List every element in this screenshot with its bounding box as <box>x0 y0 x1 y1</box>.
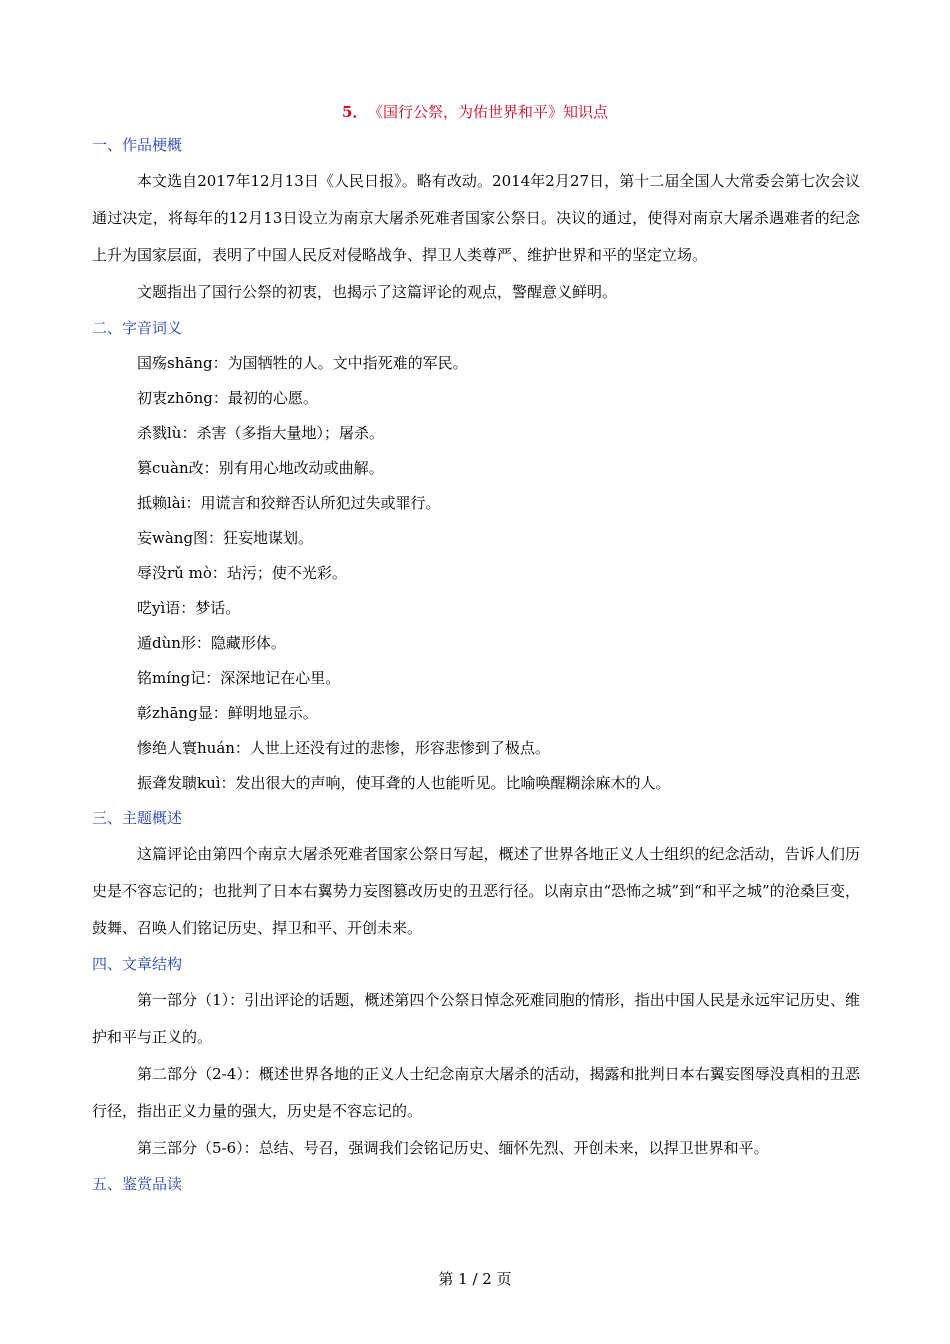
overview-paragraph-2: 文题指出了国行公祭的初衷，也揭示了这篇评论的观点，警醒意义鲜明。 <box>137 283 618 301</box>
vocab-item: 篡cuàn改：别有用心地改动或曲解。 <box>137 459 384 477</box>
section-heading-overview: 一、作品梗概 <box>92 136 183 154</box>
structure-paragraph-3: 第三部分（5-6）：总结、号召，强调我们会铭记历史、缅怀先烈、开创未来，以捍卫世界和平。 <box>137 1139 769 1157</box>
vocab-item: 惨绝人寰huán：人世上还没有过的悲惨，形容悲惨到了极点。 <box>137 739 550 757</box>
document-body <box>92 128 860 1202</box>
structure-paragraph-1: 第一部分（1）：引出评论的话题，概述第四个公祭日悼念死难同胞的情形，指出中国人民是永远牢记历史、维护和平与正义的。 <box>92 991 860 1046</box>
title-text: 《国行公祭，为佑世界和平》知识点 <box>375 103 608 121</box>
overview-paragraph-1: 本文选自2017年12月13日《人民日报》。略有改动。2014年2月27日，第十二届全国人大常委会第七次会议通过决定，将每年的12月13日设立为南京大屠杀死难者国家公祭日。决议的通过，使得对南京大屠杀遇难者的纪念上升为国家层面，表明了中国人民反对侵略战争、捍卫人类尊严、维护世界和平的坚定立场。 <box>92 172 860 264</box>
vocab-item: 遁dùn形：隐藏形体。 <box>137 634 286 652</box>
theme-paragraph: 这篇评论由第四个南京大屠杀死难者国家公祭日写起，概述了世界各地正义人士组织的纪念活动，告诉人们历史是不容忘记的；也批判了日本右翼势力妄图篡改历史的丑恶行径。以南京由“恐怖之城”到“和平之城”的沧桑巨变，鼓舞、召唤人们铭记历史、捍卫和平、开创未来。 <box>92 845 860 937</box>
vocab-item: 妄wàng图：狂妄地谋划。 <box>137 529 314 547</box>
section-heading-vocabulary: 二、字音词义 <box>92 319 183 337</box>
vocab-item: 铭míng记：深深地记在心里。 <box>137 669 341 687</box>
structure-paragraph-2: 第二部分（2-4）：概述世界各地的正义人士纪念南京大屠杀的活动，揭露和批判日本右翼妄图辱没真相的丑恶行径，指出正义力量的强大，历史是不容忘记的。 <box>92 1065 860 1120</box>
vocab-item: 抵赖lài：用谎言和狡辩否认所犯过失或罪行。 <box>137 494 441 512</box>
title-number: 5． <box>342 103 368 121</box>
section-heading-structure: 四、文章结构 <box>92 955 183 973</box>
section-heading-theme: 三、主题概述 <box>92 809 183 827</box>
vocab-item: 振聋发聩kuì：发出很大的声响，使耳聋的人也能听见。比喻唤醒糊涂麻木的人。 <box>137 774 671 792</box>
section-heading-appreciation: 五、鉴赏品读 <box>92 1175 183 1193</box>
vocab-item: 杀戮lù：杀害（多指大量地）；屠杀。 <box>137 424 384 442</box>
document-title <box>0 101 950 123</box>
vocab-item: 国殇shāng：为国牺牲的人。文中指死难的军民。 <box>137 354 468 372</box>
vocab-item: 呓yì语：梦话。 <box>137 599 241 617</box>
vocab-item: 初衷zhōng：最初的心愿。 <box>137 389 318 407</box>
vocab-item: 辱没rǔ mò：玷污；使不光彩。 <box>137 564 347 582</box>
page-number: 第 1 / 2 页 <box>438 1270 512 1288</box>
vocab-item: 彰zhāng显：鲜明地显示。 <box>137 704 318 722</box>
